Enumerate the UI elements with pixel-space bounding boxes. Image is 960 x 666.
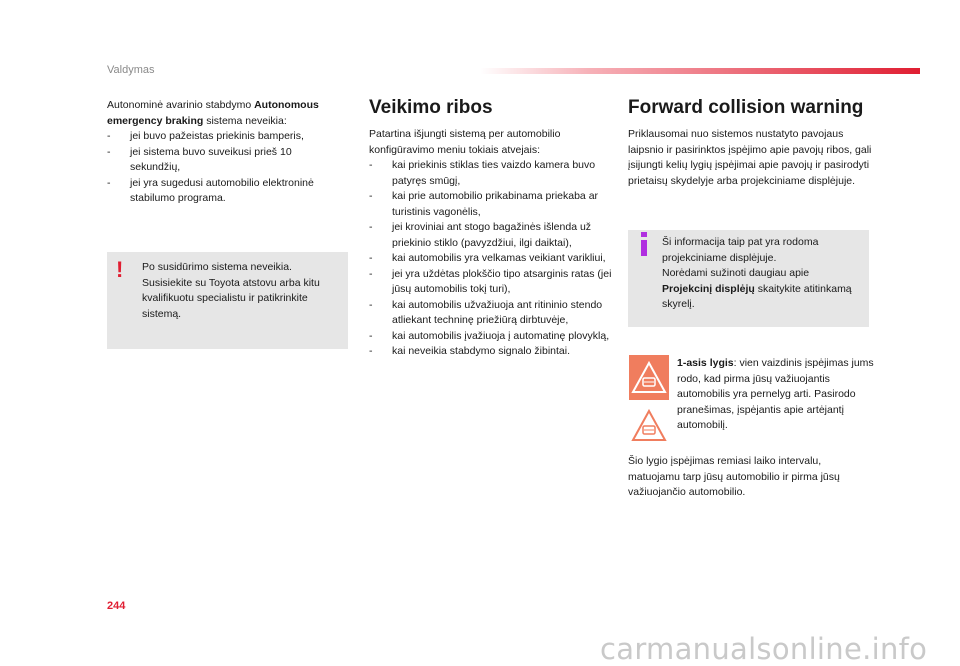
col2-text — [369, 127, 614, 360]
header-bar — [480, 68, 920, 74]
col1-list — [107, 129, 342, 207]
list-item: - jei buvo pažeistas priekinis bamperis, — [107, 129, 342, 145]
title-forward-collision-warning: Forward collision warning — [628, 97, 864, 118]
col1-text — [107, 98, 342, 207]
level-1-text — [677, 356, 877, 434]
warning-text: Po susidūrimo sistema neveikia. Susisiekite su Toyota atstovu arba kitu kvalifikuotu specialistu ir patikrinkite sistemą. — [142, 261, 320, 320]
info-line2-post: skaitykite atitinkamą skyrelį. — [662, 282, 852, 310]
list-item: - kai automobilis yra velkamas veikiant varikliui, — [369, 251, 614, 267]
info-icon — [639, 232, 649, 256]
list-item: - kai neveikia stabdymo signalo žibintai. — [369, 344, 614, 360]
list-item: - jei sistema buvo suveikusi prieš 10 sekundžių, — [107, 145, 342, 176]
page-number: 244 — [107, 600, 126, 612]
info-line2-pre: Norėdami sužinoti daugiau apie — [662, 267, 810, 279]
info-text — [662, 235, 862, 313]
section-label: Valdymas — [107, 64, 155, 76]
col3-bottom-text: Šio lygio įspėjimas remiasi laiko intervalu, matuojamu tarp jūsų automobilio ir pirma jūsų važiuojančio automobilio. — [628, 455, 840, 498]
exclamation-icon: ! — [116, 257, 124, 282]
collision-warning-outline-icon — [629, 403, 669, 448]
col2-intro: Patartina išjungti sistemą per automobilio konfigūravimo meniu tokiais atvejais: — [369, 128, 561, 156]
list-item: - kai automobilis užvažiuoja ant ritininio stendo atliekant techninę priežiūrą dirbtuvėje, — [369, 298, 614, 329]
col3-intro: Priklausomai nuo sistemos nustatyto pavojaus laipsnio ir pasirinktos įspėjimo apie pavojų ribos, gali įsijungti kelių lygių įspėjimai apie pavojų ir pasirodyti prietaisų skydelyje arba projekciniame displėjuje. — [628, 128, 872, 187]
info-line1: Ši informacija taip pat yra rodoma projekciniame displėjuje. — [662, 236, 819, 264]
collision-warning-filled-icon — [629, 355, 669, 400]
list-item: - jei kroviniai ant stogo bagažinės išlenda už priekinio stiklo (pavyzdžiui, ilgi daiktai), — [369, 220, 614, 251]
list-item: - kai priekinis stiklas ties vaizdo kamera buvo patyręs smūgį, — [369, 158, 614, 189]
level-desc: : vien vaizdinis įspėjimas jums rodo, kad pirma jūsų važiuojantis automobilis yra pernelyg arti. Pasirodo pranešimas, įspėjantis apie artėjantį automobilį. — [677, 357, 874, 431]
col1-intro-post: sistema neveikia: — [203, 114, 287, 127]
title-veikimo-ribos: Veikimo ribos — [369, 97, 493, 118]
list-item: - jei yra sugedusi automobilio elektroninė stabilumo programa. — [107, 176, 342, 207]
list-item: - kai prie automobilio prikabinama priekaba ar turistinis vagonėlis, — [369, 189, 614, 220]
info-line2 — [662, 266, 862, 313]
list-item: - jei yra uždėtas plokščio tipo atsarginis ratas (jei jūsų automobilis tokį turi), — [369, 267, 614, 298]
info-bold: Projekcinį displėjų — [662, 282, 755, 295]
level-bold: 1-asis lygis — [677, 357, 734, 369]
col1-intro — [107, 98, 342, 129]
list-item: - kai automobilis įvažiuoja į automatinę plovyklą, — [369, 329, 614, 345]
col1-intro-bold: Autonomous emergency braking — [107, 99, 319, 127]
col2-list — [369, 158, 614, 360]
col1-intro-pre: Autonominė avarinio stabdymo — [107, 99, 255, 111]
watermark: carmanualsonline.info — [600, 632, 928, 666]
